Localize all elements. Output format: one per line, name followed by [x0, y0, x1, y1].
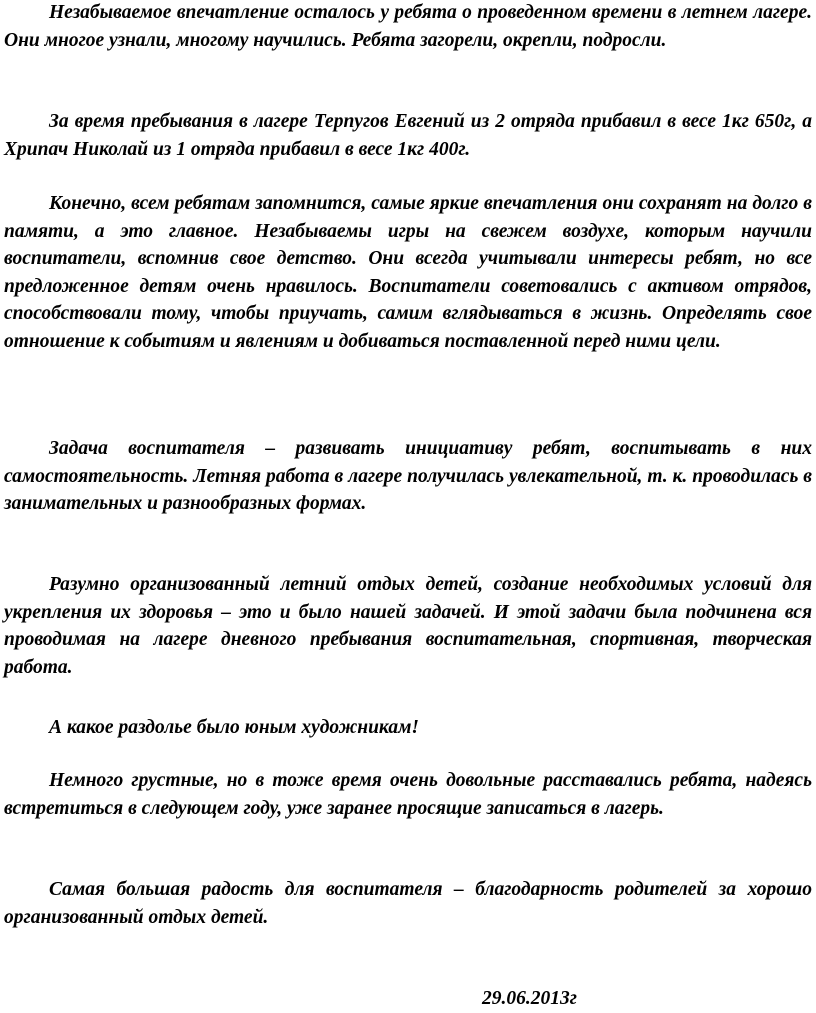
paragraph-impressions: Незабываемое впечатление осталось у ребята о проведенном времени в летнем лагере. Они многое узнали, многому научились. Ребята загорели, окрепли, подросли. — [4, 2, 812, 51]
paragraph-educator-task: Задача воспитателя – развивать инициативу ребят, воспитывать в них самостоятельность. Летняя работа в лагере получилась увлекательной, т. к. проводилась в занимательных и разнообразных формах. — [4, 438, 812, 514]
paragraph-organized-rest: Разумно организованный летний отдых детей, создание необходимых условий для укрепления их здоровья – это и было нашей задачей. И этой задачи была подчинена вся проводимая на лагере дневного пребывания воспитательная, спортивная, творческая работа. — [4, 574, 812, 678]
paragraph-young-artists: А какое раздолье было юным художникам! — [49, 717, 420, 738]
paragraph-weight-gain: За время пребывания в лагере Терпугов Евгений из 2 отряда прибавил в весе 1кг 650г, а Хрипач Николай из 1 отряда прибавил в весе 1кг 400г. — [4, 111, 812, 160]
paragraph-memories: Конечно, всем ребятам запомнится, самые яркие впечатления они сохранят на долго в памяти, а это главное. Незабываемы игры на свежем воздухе, которым научили воспитатели, вспомнив свое детство. Они всегда учитывали интересы ребят, но все предложенное детям очень нравилось. Воспитатели советовались с активом отрядов, способствовали тому, чтобы приучать, самим вглядываться в жизнь. Определять свое отношение к событиям и явлениям и добиваться поставленной перед ними цели. — [4, 193, 812, 352]
document-date: 29.06.2013г — [482, 988, 577, 1009]
paragraph-farewell: Немного грустные, но в тоже время очень довольные расставались ребята, надеясь встретиться в следующем году, уже заранее просящие записаться в лагерь. — [4, 770, 812, 819]
paragraph-gratitude: Самая большая радость для воспитателя – благодарность родителей за хорошо организованный отдых детей. — [4, 879, 812, 928]
